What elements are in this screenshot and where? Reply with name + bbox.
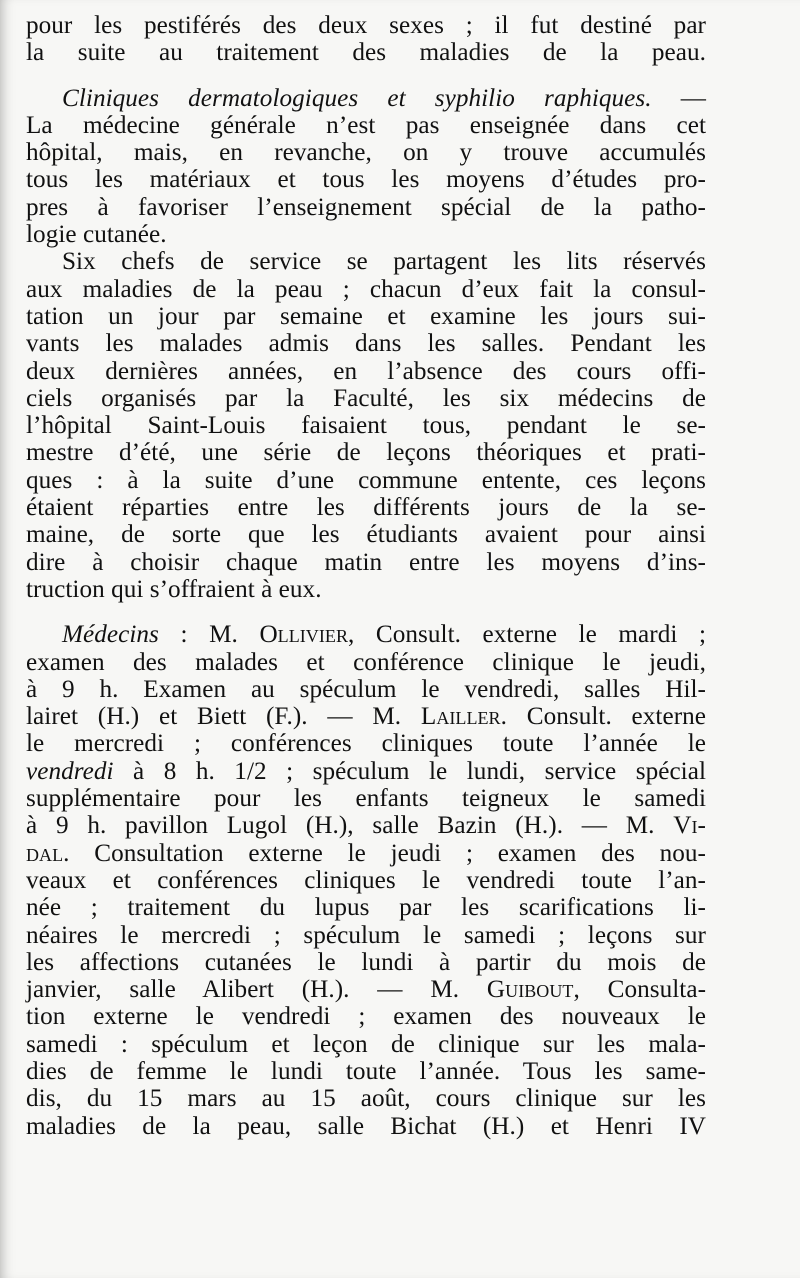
text-line-content: truction qui s’offraient à eux.: [26, 575, 322, 603]
text-segment: , Consult. externe le mardi ;: [348, 621, 706, 649]
text-segment: . Consultation externe le jeudi ; examen des nou-: [63, 839, 706, 867]
small-caps-name: dal: [26, 839, 64, 867]
small-caps-name: Guibout: [486, 976, 574, 1004]
text-line-content: veaux et conférences cliniques le vendredi toute l’an-: [26, 866, 706, 894]
text-line: [26, 12, 706, 39]
text-line-content: pour les pestiférés des deux sexes ; il fut destiné par: [26, 12, 706, 39]
text-line: [26, 949, 706, 976]
text-line: [26, 112, 706, 139]
text-line: [26, 521, 706, 548]
paragraph-gap: [26, 603, 706, 621]
text-line-content: maladies de la peau, salle Bichat (H.) et Henri IV: [26, 1112, 706, 1140]
text-segment: à 8 h. 1/2 ; spéculum le lundi, service spécial: [113, 757, 706, 785]
text-line: [26, 1003, 706, 1030]
text-line: [26, 166, 706, 193]
small-caps-name: Ollivier: [259, 621, 349, 649]
text-line: [26, 1113, 706, 1140]
text-segment: janvier, salle Alibert (H.). — M.: [26, 976, 487, 1004]
text-line-content: le mercredi ; conférences cliniques toute l’année le: [26, 730, 706, 758]
text-line: [26, 467, 706, 494]
text-line: [26, 358, 706, 385]
text-line: [26, 621, 706, 648]
text-line: [26, 1058, 706, 1085]
text-line: [26, 412, 706, 439]
text-line: [26, 85, 706, 112]
text-line: [26, 1031, 706, 1058]
text-line: [26, 758, 706, 785]
text-line-content: la suite au traitement des maladies de la peau.: [26, 39, 706, 67]
text-line: [26, 894, 706, 921]
text-line: [26, 576, 706, 603]
text-line-content: La médecine générale n’est pas enseignée dans cet: [26, 111, 706, 139]
text-line: [26, 248, 706, 275]
italic-text: Cliniques dermatologiques et syphilio raphiques.: [62, 84, 652, 112]
text-line-content: dire à choisir chaque matin entre les moyens d’ins-: [26, 548, 706, 576]
text-line-content: samedi : spéculum et leçon de clinique sur les mala-: [26, 1030, 706, 1058]
text-line-content: supplémentaire pour les enfants teigneux le samedi: [26, 785, 706, 813]
italic-text: vendredi: [26, 757, 114, 785]
text-line-content: pres à favoriser l’enseignement spécial de la patho-: [26, 193, 706, 221]
text-line-content: aux maladies de la peau ; chacun d’eux fait la consul-: [26, 275, 706, 303]
text-line-content: examen des malades et conférence clinique le jeudi,: [26, 648, 706, 676]
text-line: [26, 922, 706, 949]
text-line: [26, 840, 706, 867]
small-caps-name: Vi-: [673, 812, 706, 840]
text-line-content: étaient réparties entre les différents jours de la se-: [26, 494, 706, 522]
text-line-content: née ; traitement du lupus par les scarifications li-: [26, 894, 706, 922]
page-bottom-margin: [0, 1170, 800, 1278]
text-line-content: ciels organisés par la Faculté, les six médecins de: [26, 384, 706, 412]
text-line: [26, 494, 706, 521]
small-caps-name: Lailler: [420, 703, 501, 731]
text-line: [26, 39, 706, 66]
text-line: [26, 812, 706, 839]
text-line: [26, 221, 706, 248]
text-line-content: l’hôpital Saint-Louis faisaient tous, pendant le se-: [26, 412, 706, 440]
italic-text: Médecins: [62, 621, 159, 649]
text-line: [26, 439, 706, 466]
text-line: [26, 330, 706, 357]
text-line-content: tous les matériaux et tous les moyens d’études pro-: [26, 166, 706, 194]
paragraph-gap: [26, 67, 706, 85]
text-line-content: dis, du 15 mars au 15 août, cours clinique sur les: [26, 1085, 706, 1113]
text-line-content: deux dernières années, en l’absence des cours offi-: [26, 357, 706, 385]
text-line: [26, 194, 706, 221]
text-segment: . Consult. externe: [500, 703, 707, 731]
text-line: [26, 549, 706, 576]
text-line-content: vants les malades admis dans les salles. Pendant les: [26, 330, 706, 358]
text-line: [26, 276, 706, 303]
text-line-content: Six chefs de service se partagent les lits réservés: [62, 248, 706, 276]
text-line: [26, 139, 706, 166]
text-line-content: les affections cutanées le lundi à partir du mois de: [26, 948, 706, 976]
text-line: [26, 730, 706, 757]
text-line: [26, 703, 706, 730]
text-line: [26, 976, 706, 1003]
text-line: [26, 867, 706, 894]
text-line: [26, 303, 706, 330]
text-segment: : M.: [158, 621, 260, 649]
text-line-content: hôpital, mais, en revanche, on y trouve accumulés: [26, 139, 706, 167]
text-line: [26, 785, 706, 812]
text-line: [26, 676, 706, 703]
text-segment: , Consulta-: [573, 976, 707, 1004]
text-segment: —: [651, 84, 706, 112]
text-line-content: logie cutanée.: [26, 221, 167, 249]
text-segment: lairet (H.) et Biett (F.). — M.: [26, 703, 421, 731]
text-line-content: maine, de sorte que les étudiants avaient pour ainsi: [26, 521, 706, 549]
page-body-text: [26, 12, 706, 1140]
text-line: [26, 649, 706, 676]
text-line-content: tation un jour par semaine et examine les jours sui-: [26, 302, 706, 330]
text-line-content: tion externe le vendredi ; examen des nouveaux le: [26, 1003, 706, 1031]
text-segment: à 9 h. pavillon Lugol (H.), salle Bazin (H.). — M.: [26, 812, 674, 840]
text-line-content: mestre d’été, une série de leçons théoriques et prati-: [26, 439, 706, 467]
text-line-content: néaires le mercredi ; spéculum le samedi ; leçons sur: [26, 921, 706, 949]
text-line-content: dies de femme le lundi toute l’année. Tous les same-: [26, 1057, 706, 1085]
text-line-content: à 9 h. Examen au spéculum le vendredi, salles Hil-: [26, 675, 706, 703]
text-line: [26, 1085, 706, 1112]
text-line: [26, 385, 706, 412]
text-line-content: ques : à la suite d’une commune entente, ces leçons: [26, 466, 706, 494]
